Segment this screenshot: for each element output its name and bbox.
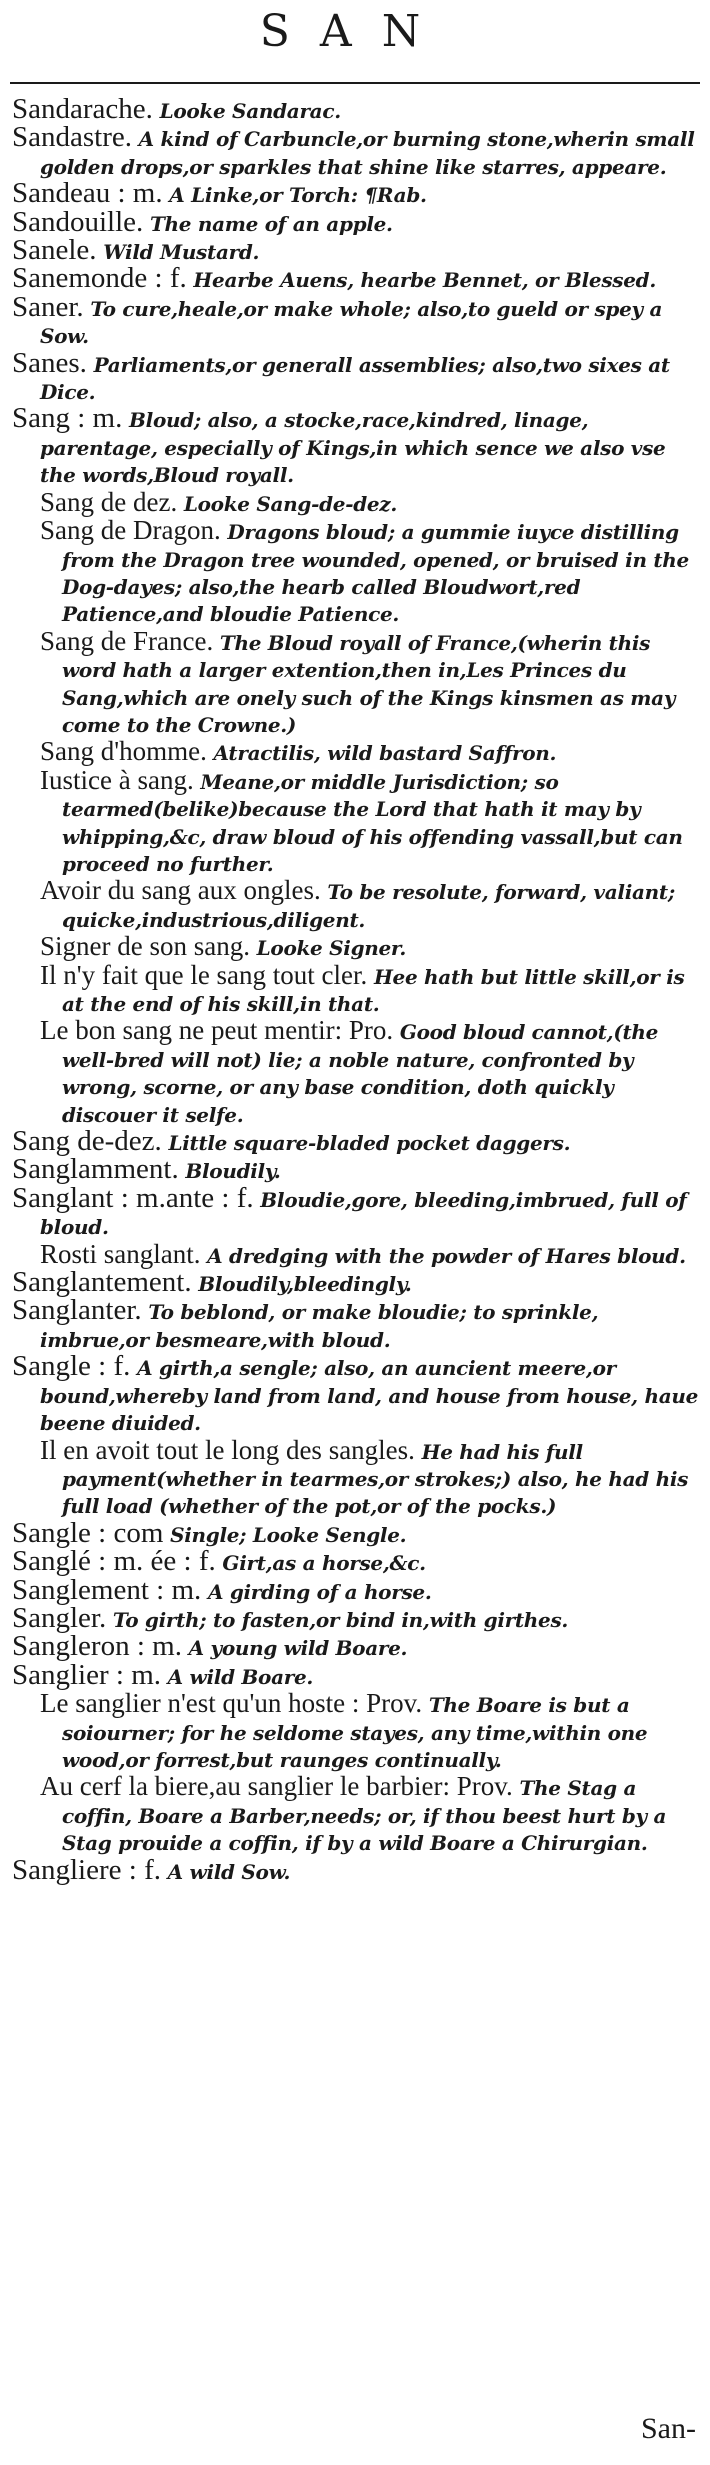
dictionary-entry <box>12 1153 702 1186</box>
dictionary-entry <box>12 1266 702 1299</box>
dictionary-entry <box>12 1658 702 1691</box>
dictionary-entry <box>12 177 702 210</box>
dictionary-entry <box>12 1516 702 1549</box>
entry-gloss: Bloud; also, a stocke,race,kindred, linage, parentage, especially of Kings,in which sence we also vse the words,Bloud royall. <box>40 408 666 488</box>
entry-gloss: Little square-bladed pocket daggers. <box>161 1131 571 1156</box>
entry-gloss: The Stag a coffin, Boare a Barber,needs; or, if thou beest hurt by a Stag prouide a coffin, if by a wild Boare a Chirurgian. <box>62 1776 667 1856</box>
dictionary-entry <box>12 121 702 180</box>
entry-headword: Sandastre. <box>12 121 132 154</box>
entry-headword: Il en avoit tout le long des sangles. <box>40 1434 415 1465</box>
entry-gloss: Single; Looke Sengle. <box>163 1522 407 1547</box>
dictionary-entry <box>12 1545 702 1578</box>
entry-headword: Iustice à sang. <box>40 764 194 795</box>
sub-entry <box>12 517 702 628</box>
entry-headword: Sanglement : m. <box>12 1573 202 1606</box>
entry-gloss: Looke Signer. <box>249 936 406 961</box>
sub-entry <box>12 1434 702 1520</box>
header-rule <box>10 82 700 84</box>
entry-gloss: Good bloud cannot,(the well-bred will not) lie; a noble nature, confronted by wrong, scorne, or any base condition, doth quickly discouer it selfe. <box>62 1020 659 1127</box>
entry-headword: Signer de son sang. <box>40 931 250 962</box>
dictionary-entry <box>12 290 702 350</box>
entry-headword: Sang : m. <box>12 402 123 435</box>
sub-entry <box>12 764 702 878</box>
entry-headword: Sanglant : m.ante : f. <box>12 1181 254 1214</box>
entry-gloss: A Linke,or Torch: ¶Rab. <box>162 183 427 208</box>
entry-headword: Le bon sang ne peut mentir: Pro. <box>40 1015 394 1046</box>
entry-gloss: A girth,a sengle; also, an auncient meere,or bound,whereby land from land, and house from house, haue beene diuided. <box>40 1356 699 1436</box>
entry-gloss: Wild Mustard. <box>96 240 260 265</box>
entry-headword: Sang d'homme. <box>40 736 207 767</box>
dictionary-entry <box>12 1630 702 1663</box>
catchword: San- <box>641 2412 696 2445</box>
entry-headword: Sandeau : m. <box>12 177 163 210</box>
entry-headword: Sang de-dez. <box>12 1125 162 1158</box>
entry-gloss: Meane,or middle Jurisdiction; so tearmed(belike)because the Lord that hath it may by whipping,&c, draw bloud of his offending vassall,but can proceed no further. <box>62 769 683 876</box>
entry-gloss: Bloudie,gore, bleeding,imbrued, full of bloud. <box>40 1187 687 1240</box>
entry-gloss: The name of an apple. <box>143 211 393 236</box>
dictionary-entry <box>12 1601 702 1634</box>
entry-headword: Le sanglier n'est qu'un hoste : Prov. <box>40 1688 423 1719</box>
entry-gloss: Dragons bloud; a gummie iuyce distilling from the Dragon tree wounded, opened, or bruised in the Dog-dayes; also,the hearb called Bloudwort,red Patience,and bloudie Patience. <box>62 520 689 627</box>
entry-headword: Sangleron : m. <box>12 1630 182 1663</box>
dictionary-entry <box>12 1350 702 1436</box>
entry-headword: Sangliere : f. <box>12 1853 161 1886</box>
entry-headword: Sang de Dragon. <box>40 515 221 546</box>
entry-headword: Rosti sanglant. <box>40 1238 201 1269</box>
entry-gloss: Bloudily. <box>178 1159 281 1184</box>
entry-gloss: Looke Sandarac. <box>152 99 341 123</box>
entry-headword: Sandarache. <box>12 93 153 125</box>
entry-gloss: The Boare is but a soiourner; for he seldome stayes, any time,within one wood,or forrest,but raunges continually. <box>62 1693 648 1772</box>
dictionary-entry <box>12 1573 702 1606</box>
entry-gloss: Atractilis, wild bastard Saffron. <box>206 741 557 766</box>
dictionary-entry <box>12 1181 702 1241</box>
sub-entry <box>12 877 702 933</box>
entry-gloss: Girt,as a horse,&c. <box>215 1551 426 1576</box>
entry-headword: Sang de dez. <box>40 486 178 517</box>
entry-gloss: To cure,heale,or make whole; also,to gueld or spey a Sow. <box>40 296 663 349</box>
dictionary-entry <box>12 1294 702 1353</box>
sub-entry <box>12 1017 702 1128</box>
entry-headword: Avoir du sang aux ongles. <box>40 875 321 906</box>
sub-entry <box>12 486 702 517</box>
entry-headword: Sanglier : m. <box>12 1658 162 1691</box>
entry-gloss: He had his full payment(whether in tearmes,or strokes;) also, he had his full load (whether of the pot,or of the pocks.) <box>62 1439 689 1519</box>
dictionary-entry <box>12 1125 702 1158</box>
dictionary-entry <box>12 1853 702 1886</box>
entry-gloss: A young wild Boare. <box>181 1636 408 1661</box>
sub-entry <box>12 738 702 766</box>
entry-gloss: Parliaments,or generall assemblies; also,two sixes at Dice. <box>40 352 670 405</box>
entry-headword: Sandouille. <box>12 205 144 238</box>
entry-gloss: To be resolute, forward, valiant; quicke,industrious,diligent. <box>62 880 675 932</box>
page-header: SAN <box>259 6 451 57</box>
dictionary-entry <box>12 234 702 267</box>
entry-gloss: To girth; to fasten,or bind in,with girthes. <box>106 1607 569 1632</box>
sub-entry <box>12 1690 702 1773</box>
dictionary-entry <box>12 346 702 406</box>
dictionary-entry <box>12 262 702 295</box>
entry-headword: Sanglanter. <box>12 1294 142 1327</box>
dictionary-entry <box>12 402 702 488</box>
entry-gloss: To beblond, or make bloudie; to sprinkle, imbrue,or besmeare,with bloud. <box>40 1300 599 1352</box>
entry-headword: Sangle : f. <box>12 1350 131 1383</box>
entry-headword: Sanele. <box>12 234 97 267</box>
entry-gloss: A girding of a horse. <box>201 1579 432 1604</box>
entry-gloss: A kind of Carbuncle,or burning stone,wherin small golden drops,or sparkles that shine like starres, appeare. <box>40 127 695 179</box>
entry-headword: Sanglantement. <box>12 1266 192 1299</box>
sub-entry <box>12 959 702 1018</box>
entry-gloss: Bloudily,bleedingly. <box>191 1272 412 1297</box>
entry-headword: Sanglé : m. ée : f. <box>12 1545 216 1578</box>
entry-gloss: Hearbe Auens, hearbe Bennet, or Blessed. <box>186 268 657 293</box>
entry-gloss: The Bloud royall of France,(wherin this word hath a larger extention,then in,Les Princes du Sang,which are onely such of the Kings kinsmen as may come to the Crowne.) <box>62 630 676 737</box>
sub-entry <box>12 1238 702 1269</box>
entry-headword: Sangler. <box>12 1601 107 1634</box>
dictionary-entries <box>12 93 702 1886</box>
entry-headword: Sanes. <box>12 346 87 379</box>
dictionary-entry <box>12 93 702 125</box>
sub-entry <box>12 1773 702 1856</box>
entry-headword: Sanglamment. <box>12 1153 179 1186</box>
entry-gloss: A wild Sow. <box>160 1859 291 1884</box>
entry-headword: Il n'y fait que le sang tout cler. <box>40 959 368 990</box>
sub-entry <box>12 625 702 739</box>
sub-entry <box>12 933 702 961</box>
entry-headword: Saner. <box>12 290 84 323</box>
entry-headword: Sangle : com <box>12 1516 164 1549</box>
entry-gloss: Looke Sang-de-dez. <box>177 491 398 516</box>
dictionary-entry <box>12 205 702 238</box>
entry-gloss: Hee hath but little skill,or is at the end of his skill,in that. <box>62 964 685 1016</box>
entry-headword: Sanemonde : f. <box>12 262 187 295</box>
entry-headword: Au cerf la biere,au sanglier le barbier: Prov. <box>40 1771 513 1802</box>
entry-headword: Sang de France. <box>40 625 214 656</box>
entry-gloss: A wild Boare. <box>161 1664 314 1689</box>
entry-gloss: A dredging with the powder of Hares bloud. <box>200 1243 686 1268</box>
